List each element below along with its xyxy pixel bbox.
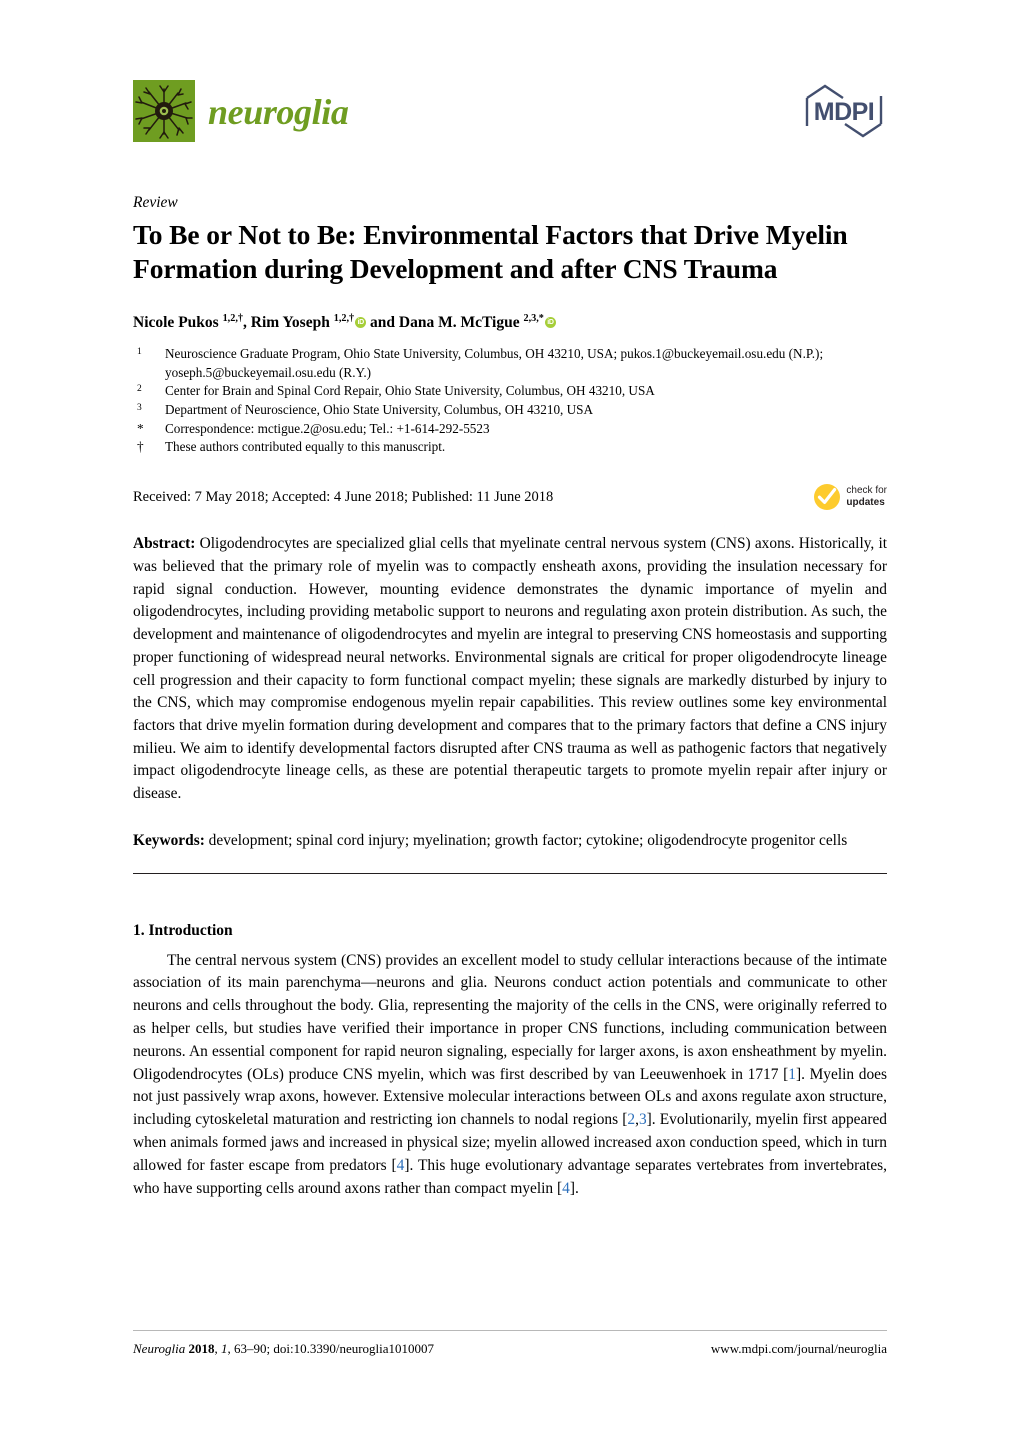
crossmark-line2: updates — [846, 497, 885, 509]
article-type: Review — [133, 194, 178, 211]
affiliation-text: Department of Neuroscience, Ohio State University, Columbus, OH 43210, USA — [165, 402, 594, 417]
author-list: Nicole Pukos $^{1,2,\dagger}$, Rim Yoseph $^{1,2,\dagger}$ iD and Dana M. McTigue $^{2,3,*}$ iD — [133, 313, 887, 334]
affiliation-marker: 3 — [137, 403, 142, 413]
mdpi-logo-icon — [801, 82, 887, 140]
keywords-label: Keywords: — [133, 831, 205, 849]
crossmark-label — [846, 485, 887, 509]
check-circle-icon — [813, 483, 841, 511]
page-title: To Be or Not to Be: Environmental Factors that Drive Myelin Formation during Development and after CNS Trauma — [133, 218, 848, 285]
correspondence-item — [133, 420, 887, 439]
affiliation-item — [133, 345, 887, 382]
page-footer — [133, 1330, 887, 1357]
masthead — [133, 0, 887, 172]
footer-divider — [133, 1330, 887, 1331]
publication-dates-row — [133, 479, 887, 515]
page-content — [133, 0, 887, 1200]
section-heading-introduction: 1. Introduction — [133, 921, 233, 939]
equal-contribution-text: These authors contributed equally to this manuscript. — [165, 439, 446, 455]
abstract — [133, 533, 887, 806]
introduction-paragraph: The central nervous system (CNS) provides an excellent model to study cellular interactions because of the intimate association of its main parenchyma—neurons and glia. Neurons conduct action potentials and communicate to other neurons and cells throughout the body. Glia, representing the majority of the cells in the CNS, were originally referred to as helper cells, but studies have verified their importance in proper CNS functions, including communication between neurons. An essential component for rapid neuron signaling, especially for larger axons, is axon ensheathment by myelin. Oligodendrocytes (OLs) produce CNS myelin, which was first described by van Leeuwenhoek in 1717 [1]. Myelin does not just passively wrap axons, however. Extensive molecular interactions between OLs and axons regulate axon structure, including cytoskeletal maturation and restricting ion channels to nodal regions [2,3]. Evolutionarily, myelin first appeared when animals formed jaws and increased in physical size; myelin allowed increased axon conduction speed, which in turn allowed for faster escape from predators [4]. This huge evolutionary advantage separates vertebrates from invertebrates, who have supporting cells around axons rather than compact myelin [4]. — [133, 951, 888, 1197]
affiliation-text: Neuroscience Graduate Program, Ohio State University, Columbus, OH 43210, USA; pukos.1@buckeyemail.osu.edu (N.P.); yoseph.5@buckeyemail.osu.edu (R.Y.) — [165, 345, 824, 380]
affiliation-marker: 2 — [137, 384, 142, 395]
abstract-label: Abstract: — [133, 535, 196, 553]
affiliation-text: Center for Brain and Spinal Cord Repair, Ohio State University, Columbus, OH 43210, USA — [165, 383, 655, 399]
publication-dates: Received: 7 May 2018; Accepted: 4 June 2018; Published: 11 June 2018 — [133, 488, 554, 505]
keywords — [133, 830, 887, 853]
journal-branding — [133, 80, 348, 142]
svg-text:MDPI: MDPI — [813, 98, 875, 126]
crossmark-badge[interactable] — [813, 483, 887, 511]
affiliation-list — [133, 345, 887, 457]
journal-name: neuroglia — [208, 92, 349, 132]
abstract-text: Oligodendrocytes are specialized glial cells that myelinate central nervous system (CNS) axons. Historically, it was believed that the primary role of myelin was to compactly ensheath axons, providing the insulation necessary for rapid signal conduction. However, mounting evidence demonstrates the dynamic importance of myelin and oligodendrocytes, including providing metabolic support to neurons and regulating axon protein distribution. As such, the development and maintenance of oligodendrocytes and myelin are integral to preserving CNS homeostasis and supporting proper functioning of widespread neural networks. Environmental signals are critical for proper oligodendrocyte lineage cell progression and their capacity to form functional compact myelin; these signals are markedly disturbed by injury to the CNS, which may compromise endogenous myelin repair capabilities. This review outlines some key environmental factors that drive myelin formation during development and compares that to the primary factors that define a CNS injury milieu. We aim to identify developmental factors disrupted after CNS trauma as well as pathogenic factors that negatively impact oligodendrocyte lineage cells, as these are potential therapeutic targets to promote myelin repair after injury or disease. — [133, 535, 887, 803]
equal-contribution-item — [133, 438, 887, 457]
affiliation-item — [133, 401, 887, 420]
equal-contribution-marker: † — [137, 439, 144, 455]
footer-row — [133, 1341, 887, 1357]
glial-cell-icon — [133, 80, 195, 142]
section-divider — [133, 873, 887, 874]
correspondence-text: Correspondence: mctigue.2@osu.edu; Tel.: +1-614-292-5523 — [165, 420, 490, 436]
journal-citation: Neuroglia 2018, 1, 63–90; doi:10.3390/neuroglia1010007 — [133, 1341, 435, 1356]
affiliation-marker: 1 — [137, 346, 142, 357]
affiliation-item — [133, 382, 887, 401]
keywords-text: development; spinal cord injury; myelination; growth factor; cytokine; oligodendrocyte progenitor cells — [204, 831, 848, 849]
correspondence-marker: * — [137, 420, 144, 436]
crossmark-line1: check for — [846, 485, 887, 497]
journal-url[interactable]: www.mdpi.com/journal/neuroglia — [710, 1341, 887, 1356]
